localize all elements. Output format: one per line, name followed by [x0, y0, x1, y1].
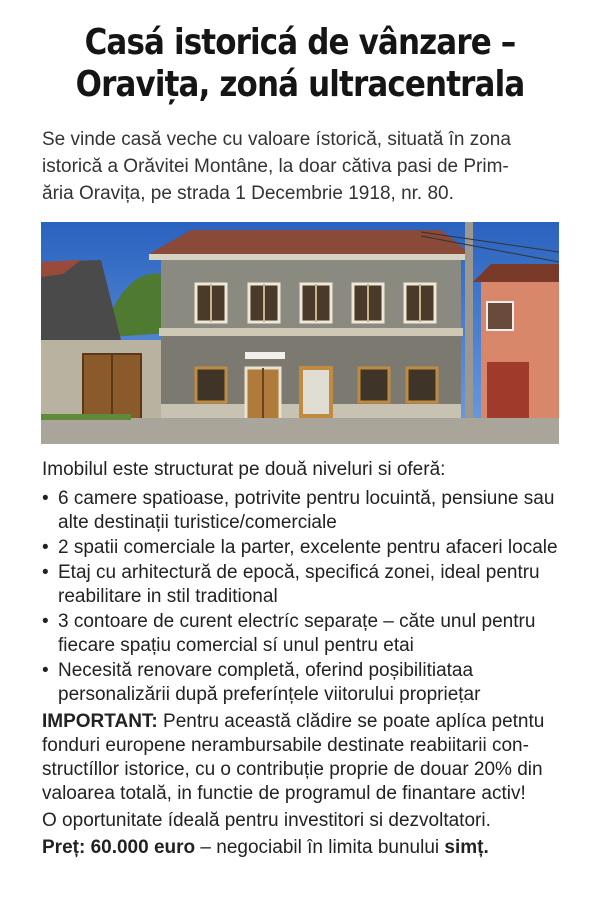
structure-lead: Imobilul este structurat pe două niveluri si oferă: — [42, 459, 446, 480]
important-line-3: structíllor istorice, cu o contribuție proprie de douar 20% din — [42, 759, 543, 780]
important-note — [42, 710, 572, 806]
name-sign — [245, 352, 285, 359]
feature-item — [42, 659, 572, 707]
bullet-icon: • — [42, 488, 49, 509]
roof-edge — [149, 254, 471, 260]
details-section — [42, 458, 572, 860]
feature-line-2: fiecare spațiu comercial sí unul pentru etai — [58, 635, 414, 656]
feature-item — [42, 487, 572, 535]
important-text-1: Pentru această clădire se poate aplíca petntu — [157, 711, 545, 732]
bullet-icon: • — [42, 562, 49, 583]
important-line-2: fonduri europene nerambursabile destinate reabiitarii con- — [42, 735, 529, 756]
title-line-2: Oravița, zoná ultracentrala — [75, 64, 525, 105]
feature-line-1: 2 spatii comerciale la parter, excelente pentru afaceri locale — [58, 537, 558, 558]
page-title — [42, 0, 558, 106]
feature-item — [42, 610, 572, 658]
feature-line-1: Necesită renovare completă, oferind poșibilitiataa — [58, 660, 474, 681]
price-condition: – negociabil în limita bunului — [195, 837, 445, 858]
intro-line-1: Se vinde casă veche cu valoare ístorică, situată în zona — [42, 129, 511, 150]
house-illustration — [41, 222, 559, 444]
feature-line-2: personalizării după preferínțele viitorului proprieṭar — [58, 684, 481, 705]
lower-window — [359, 368, 389, 402]
neighbor-window — [487, 302, 513, 330]
opportunity-text: O oportunitate ídeală pentru investitori si dezvoltatori. — [42, 810, 491, 831]
intro-line-3: ăria Oravița, pe strada 1 Decembrie 1918, nr. 80. — [42, 183, 454, 204]
house-photo — [41, 222, 559, 444]
grass-strip — [41, 414, 131, 420]
lower-window — [196, 368, 226, 402]
bullet-icon: • — [42, 537, 49, 558]
feature-line-2: reabilitare in stil traditional — [58, 586, 278, 607]
intro-line-2: istorică a Orăvitei Montâne, la doar cătiva pasi de Prim- — [42, 156, 509, 177]
title-line-1: Casá istoricá de vânzare – — [84, 22, 516, 63]
sidewalk — [41, 418, 559, 444]
shop-door — [301, 368, 331, 416]
feature-list — [42, 487, 572, 707]
neighbor-garage — [487, 362, 529, 418]
utility-pole — [465, 222, 473, 422]
feature-line-2: alte destinații turistice/comerciale — [58, 512, 337, 533]
feature-item — [42, 536, 572, 560]
feature-line-1: 6 camere spatioase, potrivite pentru locuintă, pensiune sau — [58, 488, 555, 509]
bullet-icon: • — [42, 660, 49, 681]
cornice — [159, 328, 463, 336]
feature-line-1: 3 contoare de curent electríc separațe – căte unul pentru — [58, 611, 536, 632]
price-value: Preț: 60.000 euro — [42, 837, 196, 858]
intro-paragraph — [42, 126, 562, 207]
price-end: simț. — [444, 837, 489, 858]
bullet-icon: • — [42, 611, 49, 632]
lower-window — [407, 368, 437, 402]
important-line-4: valoarea totală, in functie de programul de finantare activ! — [42, 783, 526, 804]
main-roof — [149, 230, 471, 254]
important-line-1 — [42, 710, 572, 734]
feature-line-1: Etaj cu arhitectură de epocă, specificá zonei, ideal pentru — [58, 562, 540, 583]
price-line — [42, 836, 572, 860]
feature-item — [42, 561, 572, 609]
important-label: IMPORTANT: — [42, 711, 158, 732]
